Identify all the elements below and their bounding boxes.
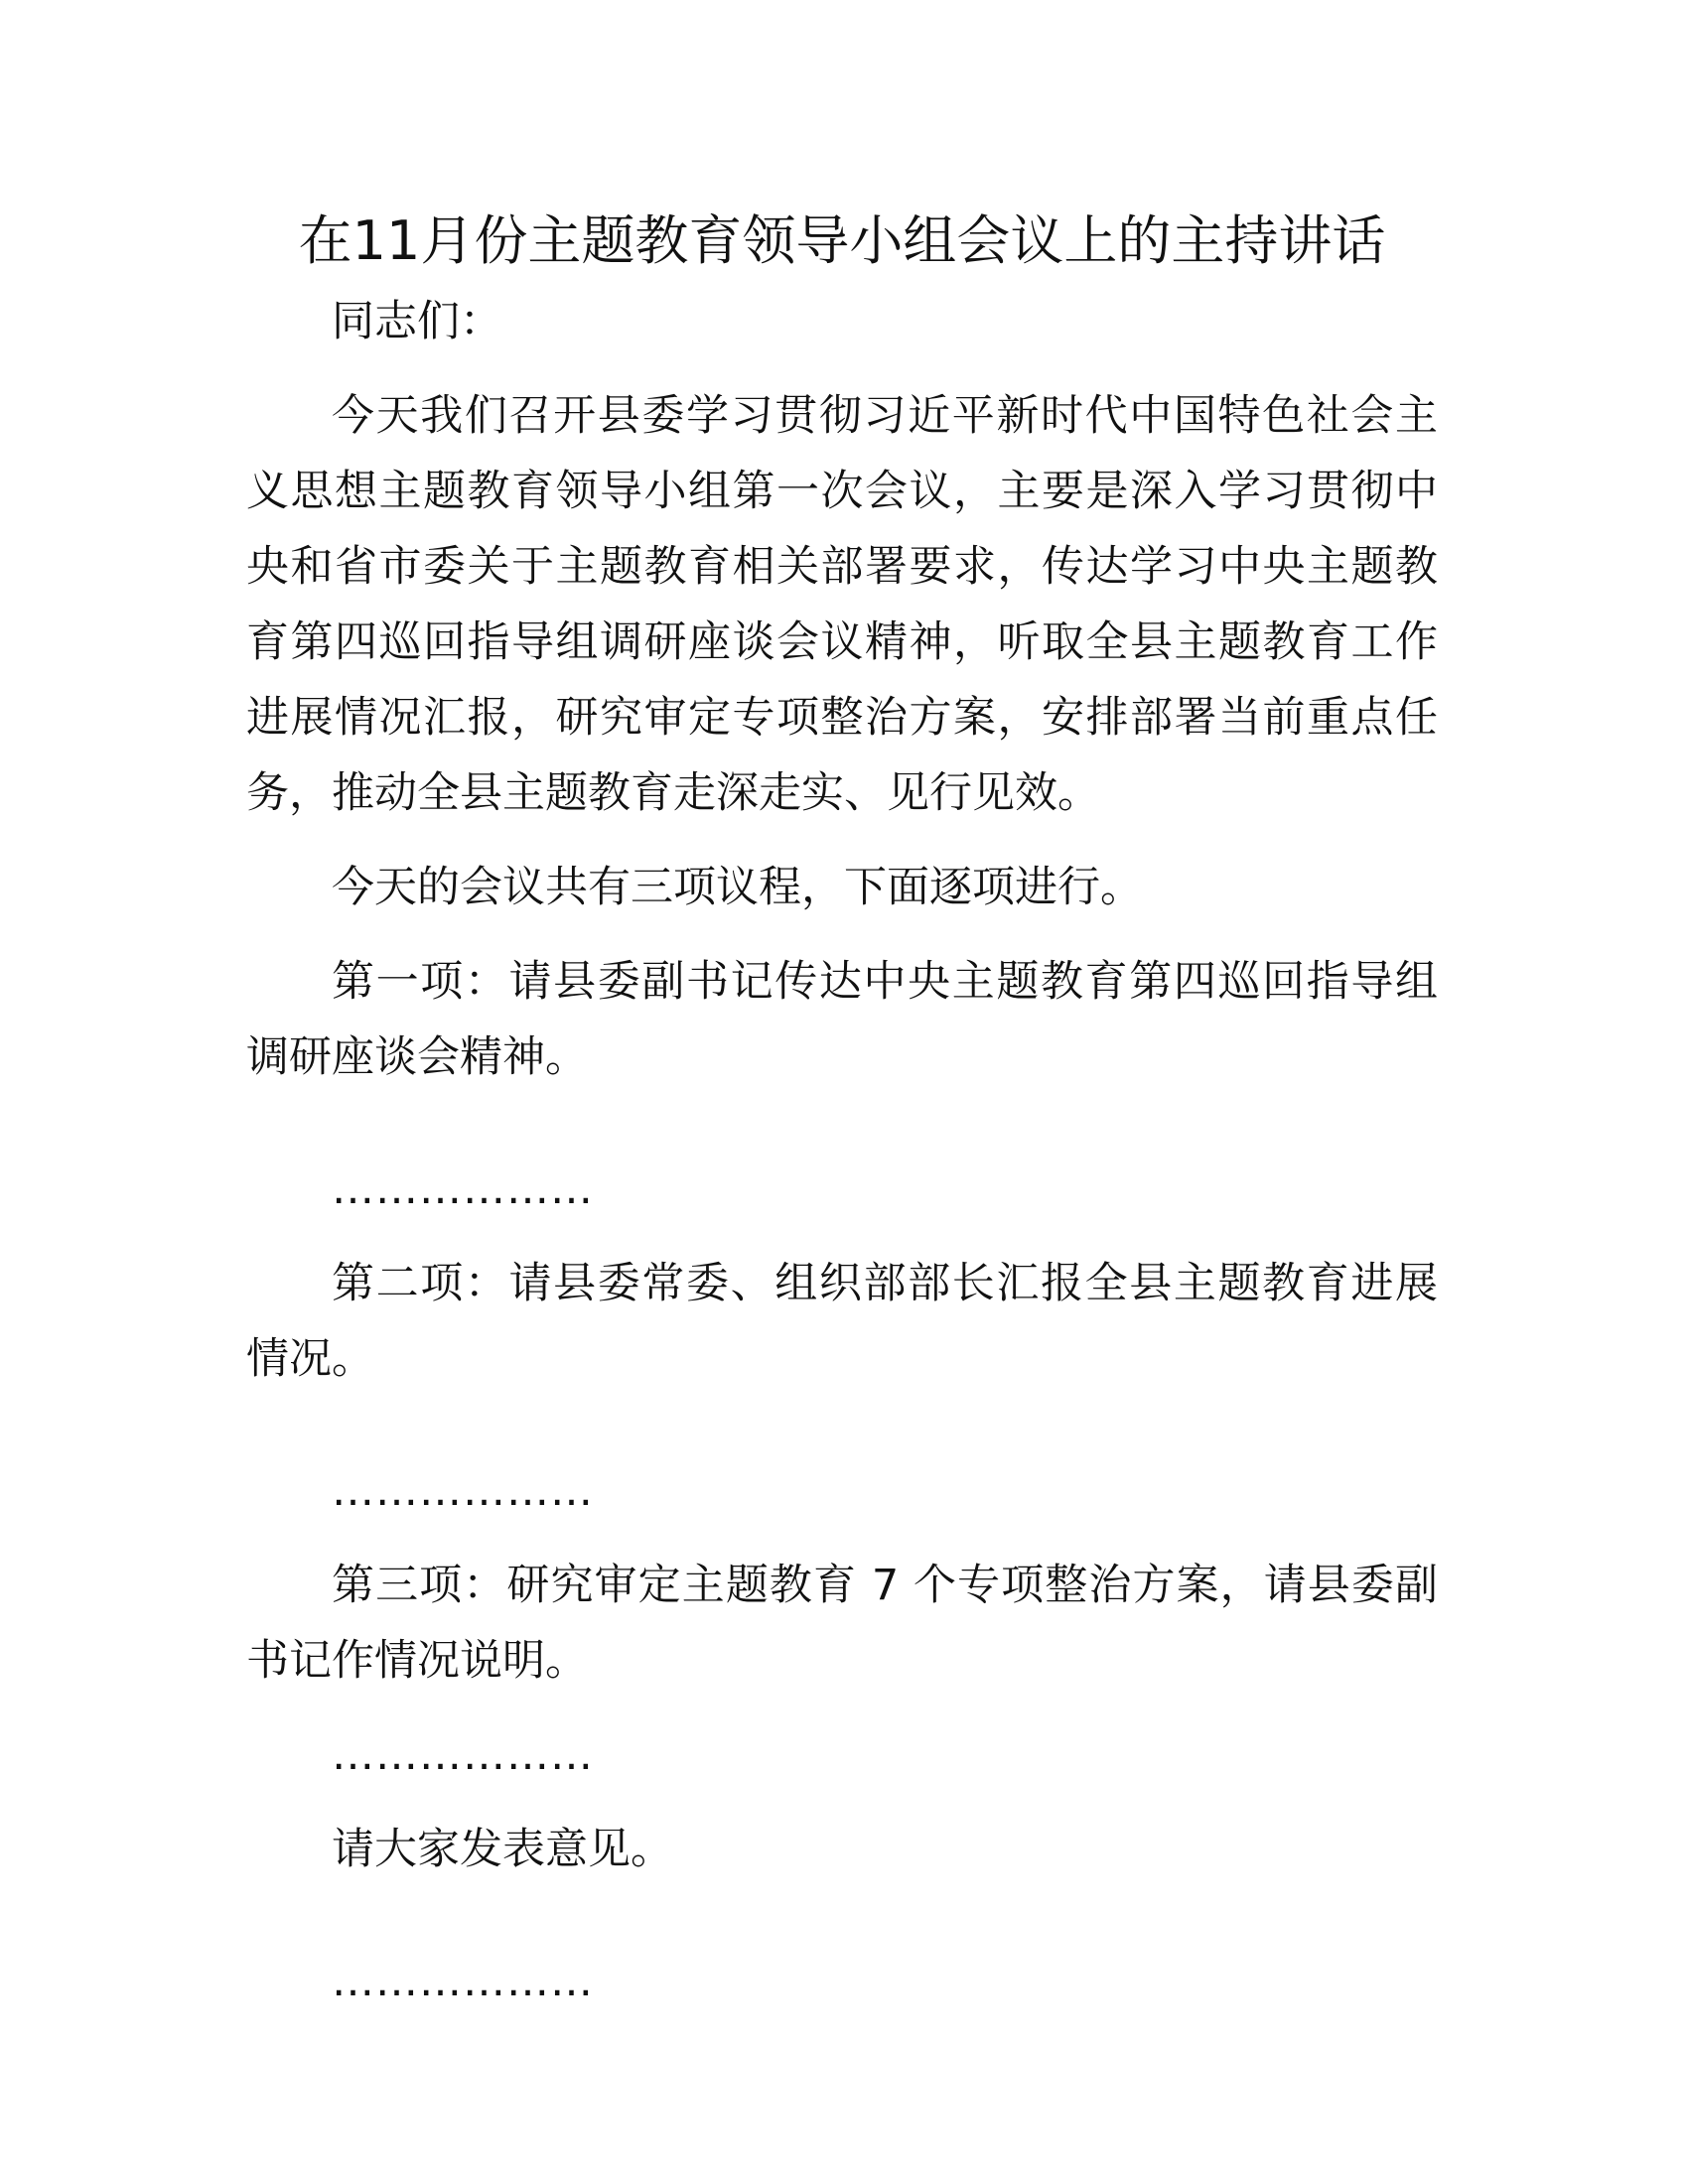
document-page (246, 199, 1438, 2019)
ellipsis-2: ……………… (332, 1466, 594, 1516)
ellipsis-4: ……………… (332, 1957, 594, 2006)
agenda-item-1: 第一项：请县委副书记传达中央主题教育第四巡回指导组调研座谈会精神。 (246, 957, 1438, 1082)
agenda-item-2: 第二项：请县委常委、组织部部长汇报全县主题教育进展情况。 (246, 1259, 1438, 1384)
agenda-item-3: 第三项：研究审定主题教育 7 个专项整治方案，请县委副书记作情况说明。 (246, 1561, 1438, 1686)
closing-line: 请大家发表意见。 (332, 1825, 673, 1874)
document-title: 在11月份主题教育领导小组会议上的主持讲话 (298, 209, 1386, 272)
intro-paragraph: 今天我们召开县委学习贯彻习近平新时代中国特色社会主义思想主题教育领导小组第一次会议，主要是深入学习贯彻中央和省市委关于主题教育相关部署要求，传达学习中央主题教育第四巡回指导组调研座谈会议精神，听取全县主题教育工作进展情况汇报，研究审定专项整治方案，安排部署当前重点任务，推动全县主题教育走深走实、见行见效。 (246, 391, 1438, 818)
agenda-intro: 今天的会议共有三项议程，下面逐项进行。 (332, 863, 1143, 912)
ellipsis-1: ……………… (332, 1164, 594, 1214)
ellipsis-3: ……………… (332, 1730, 594, 1780)
salutation: 同志们： (332, 297, 502, 346)
